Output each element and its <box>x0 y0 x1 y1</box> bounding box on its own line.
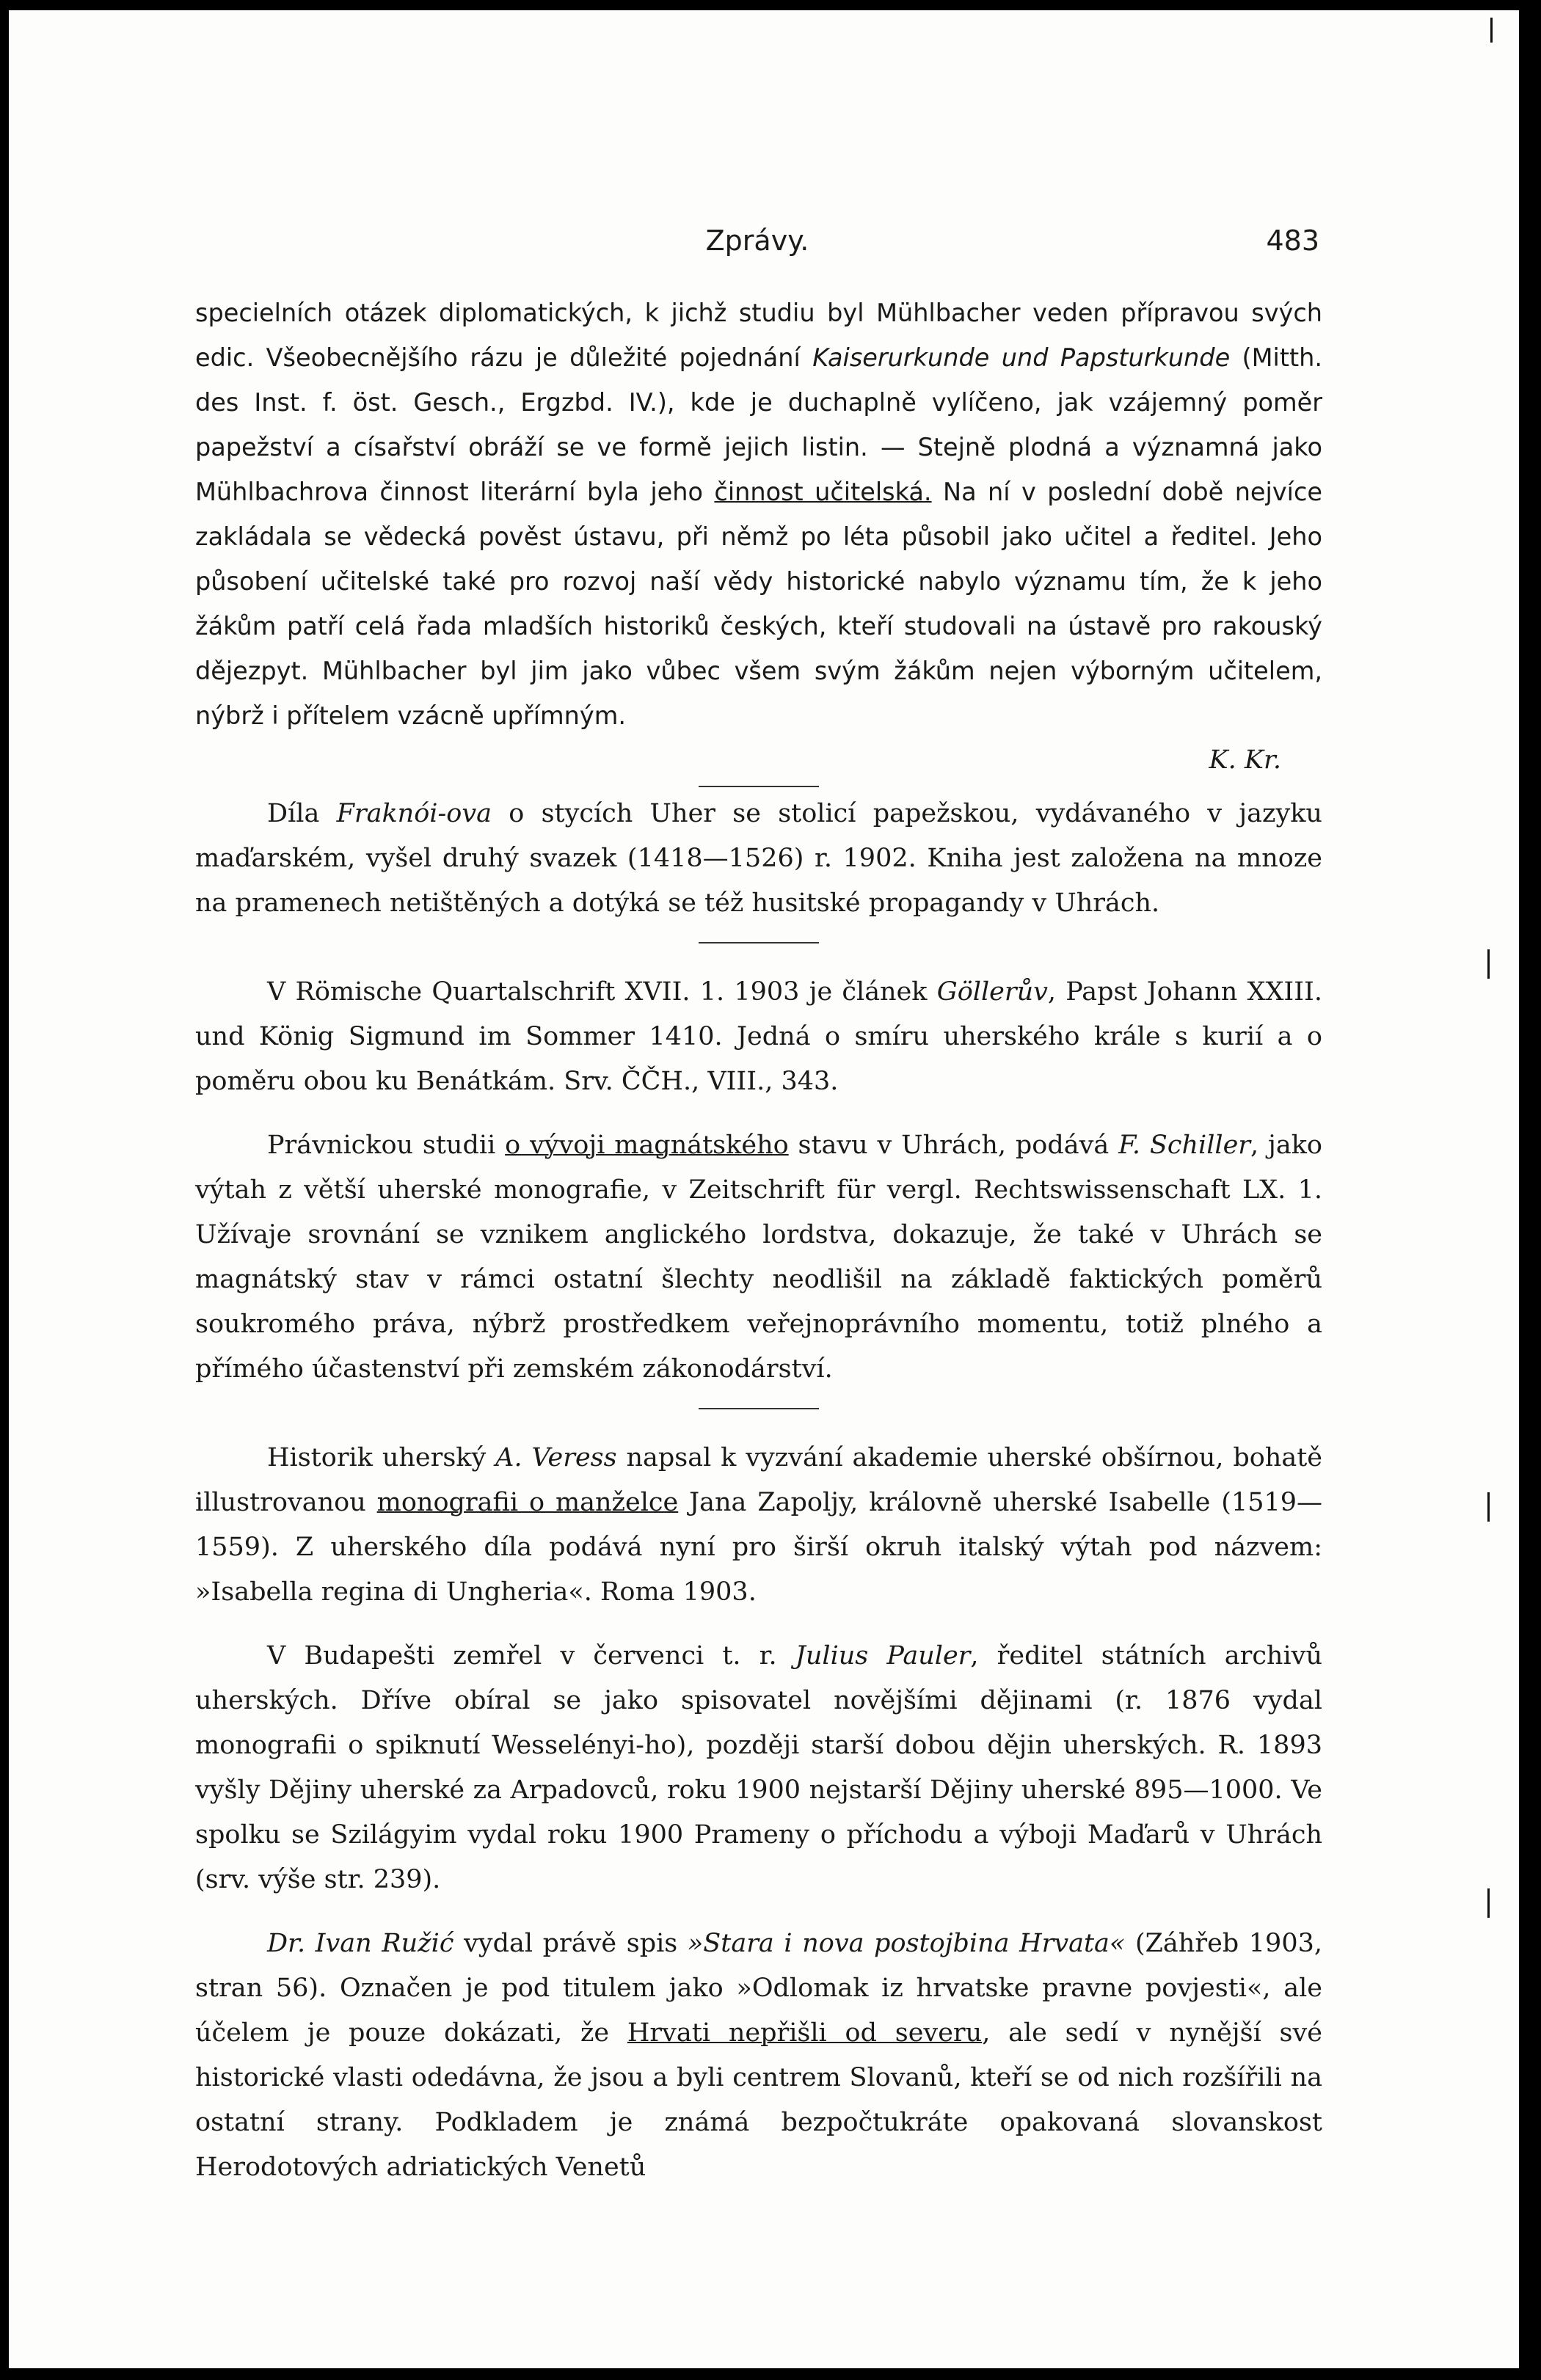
scanned-page <box>9 10 1519 2368</box>
text-run: (Záhřeb 1903, stran 56). Označen je pod titulem jako »Odlomak iz hrvatske pravne povjesti«, ale účelem je pouze dokázati, že <box>195 1929 1322 2048</box>
paragraph-fraknoi <box>195 792 1322 926</box>
pencil-underline: monografii o manželce <box>376 1488 679 1517</box>
italic-name: F. Schiller <box>1118 1131 1251 1160</box>
text-run: Díla <box>267 799 337 828</box>
text-run: Historik uherský <box>267 1443 496 1472</box>
pencil-underline: Hrvati nepřišli od severu <box>627 2018 983 2048</box>
paragraph-muhlbacher <box>195 291 1322 738</box>
section-divider <box>699 942 819 943</box>
text-run: , ale sedí v nynější své historické vlasti odedávna, že jsou a byli centrem Slovanů, kteří se od nich rozšířili na ostatní strany. Podkladem je známá bezpočtukráte opakovaná slovanskost Herodotových adriatických Venetů <box>195 2018 1322 2182</box>
paragraph-schiller <box>195 1123 1322 1392</box>
pencil-underline: o vývoji magnátského <box>505 1131 789 1160</box>
text-run: vydal právě spis <box>453 1929 688 1958</box>
italic-title: Kaiserurkunde und Papsturkunde <box>812 343 1231 372</box>
author-signature: K. Kr. <box>1209 745 1281 775</box>
paragraph-pauler <box>195 1634 1322 1902</box>
text-run: Jana Zapoljy, královně uherské Isabelle (1519—1559). Z uherského díla podává nyní pro širší okruh italský výtah pod názvem: »Isabella regina di Ungheria«. Roma 1903. <box>195 1488 1323 1607</box>
scan-edge-mark <box>1487 1888 1490 1918</box>
text-run: napsal k vyzvání akademie uherské obšírnou, bohatě illustrovanou <box>195 1443 1322 1517</box>
text-run: V Römische Quartalschrift XVII. 1. 1903 je článek <box>267 977 937 1007</box>
scan-edge-mark <box>1487 1492 1490 1522</box>
running-title: Zprávy. <box>705 225 809 257</box>
italic-name: Dr. Ivan Ružić <box>267 1929 454 1958</box>
text-run: o stycích Uher se stolicí papežskou, vydávaného v jazyku maďarském, vyšel druhý svazek (1418—1526) r. 1902. Kniha jest založena na mnoze na pramenech netištěných a dotýká se též husitské propagandy v Uhrách. <box>195 799 1322 918</box>
italic-name: A. Veress <box>495 1443 617 1472</box>
section-divider <box>699 786 819 787</box>
italic-name: Julius Pauler <box>795 1641 971 1671</box>
scan-edge-mark <box>1487 949 1490 979</box>
pencil-underline: činnost učitelská. <box>714 478 932 506</box>
paragraph-ruzic <box>195 1921 1322 2190</box>
text-run: , jako výtah z větší uherské monografie, v Zeitschrift für vergl. Rechtswissenschaft LX. 1. Užívaje srovnání se vznikem anglického lordstva, dokazuje, že také v Uhrách se magnátský stav v rámci ostatní šlechty neodlišil na základě faktických poměrů soukromého práva, nýbrž prostředkem veřejnoprávního momentu, totiž plného a přímého účastenství při zemském zákonodárství. <box>195 1131 1322 1384</box>
italic-name: Göllerův <box>936 977 1048 1007</box>
page-number: 483 <box>1266 225 1319 257</box>
text-run: specielních otázek diplomatických, k jichž studiu byl Mühlbacher veden přípravou svých edic. Všeobecnějšího rázu je důležité pojednání <box>195 299 1322 372</box>
italic-name: Fraknói-ova <box>336 799 492 828</box>
text-run: stavu v Uhrách, podává <box>788 1131 1119 1160</box>
scan-edge-mark <box>1490 18 1493 43</box>
text-run: (Mitth. des Inst. f. öst. Gesch., Ergzbd. IV.), kde je duchaplně vylíčeno, jak vzájemný poměr papežství a císařství obráží se ve formě jejich listin. — Stejně plodná a významná jako Mühlbachrova činnost literární byla jeho <box>195 343 1322 506</box>
text-run: V Budapešti zemřel v červenci t. r. <box>267 1641 795 1671</box>
running-header <box>192 225 1322 269</box>
section-divider <box>699 1408 819 1409</box>
italic-title: »Stara i nova postojbina Hrvata« <box>687 1929 1126 1958</box>
text-run: , ředitel státních archivů uherských. Dříve obíral se jako spisovatel novějšími dějinami (r. 1876 vydal monografii o spiknutí Wesselényi-ho), později starší dobou dějin uherských. R. 1893 vyšly Dějiny uherské za Arpadovců, roku 1900 nejstarší Dějiny uherské 895—1000. Ve spolku se Szilágyim vydal roku 1900 Prameny o příchodu a výboji Maďarů v Uhrách (srv. výše str. 239). <box>195 1641 1322 1894</box>
paragraph-veress <box>195 1436 1322 1615</box>
paragraph-goller <box>195 970 1322 1104</box>
page-body <box>195 291 1322 2190</box>
text-run: Na ní v poslední době nejvíce zakládala se vědecká pověst ústavu, při němž po léta působil jako učitel a ředitel. Jeho působení učitelské také pro rozvoj naší vědy historické nabylo významu tím, že k jeho žákům patří celá řada mladších historiků českých, kteří studovali na ústavě pro rakouský dějezpyt. Mühlbacher byl jim jako vůbec všem svým žákům nejen výborným učitelem, nýbrž i přítelem vzácně upřímným. <box>195 478 1323 730</box>
text-run: Právnickou studii <box>267 1131 506 1160</box>
text-run: , Papst Johann XXIII. und König Sigmund im Sommer 1410. Jedná o smíru uherského krále s kurií a o poměru obou ku Benátkám. Srv. ČČH., VIII., 343. <box>195 977 1322 1096</box>
